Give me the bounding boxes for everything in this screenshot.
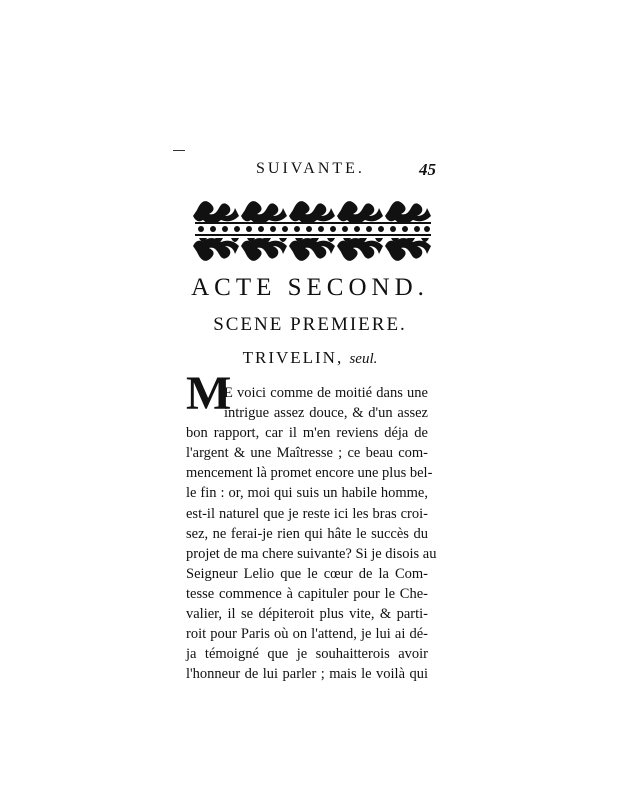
running-head: SUIVANTE. [256,160,365,177]
fleuron-ornament [193,192,433,270]
scene-title: SCENE PREMIERE. [213,314,407,335]
text-line: bon rapport, car il m'en reviens déja de [186,425,428,442]
text-line: roit pour Paris où on l'attend, je lui ai dé- [186,626,428,643]
text-line: tesse commence à capituler pour le Che- [186,585,428,602]
text-line: l'argent & une Maîtresse ; ce beau com- [186,445,428,462]
page-number: 45 [419,160,436,179]
act-title: ACTE SECOND. [191,274,429,301]
text-line: sez, ne ferai-je rien qui hâte le succès du [186,525,428,542]
speaker-name: TRIVELIN [242,348,337,367]
page-header [186,160,436,184]
text-line: intrigue assez douce, & d'un assez [224,405,428,422]
text-line: l'honneur de lui parler ; mais le voilà qui [186,666,428,683]
text-line: mencement là promet encore une plus bel- [186,465,433,482]
margin-mark [173,150,185,151]
text-line: E voici comme de moitié dans une [224,385,428,401]
text-line: ja témoigné que je souhaitterois avoir [186,646,428,663]
text-line: est-il naturel que je reste ici les bras croi- [186,505,428,522]
body-text [186,383,437,684]
text-line: valier, il se dépiteroit plus vite, & parti- [186,606,428,623]
ornament-row-top [193,201,431,224]
stage-direction: seul. [349,351,378,367]
fleuron-group [193,201,431,224]
text-line: Seigneur Lelio que le cœur de la Com- [186,565,428,582]
drop-cap: M [186,367,232,420]
text-line: le fin : or, moi qui suis un habile homme, [186,485,428,502]
speaker-heading: TRIVELIN, seul. [242,348,378,367]
ornament-row-middle [195,222,431,242]
text-line: projet de ma chere suivante? Si je disois au [186,545,437,562]
